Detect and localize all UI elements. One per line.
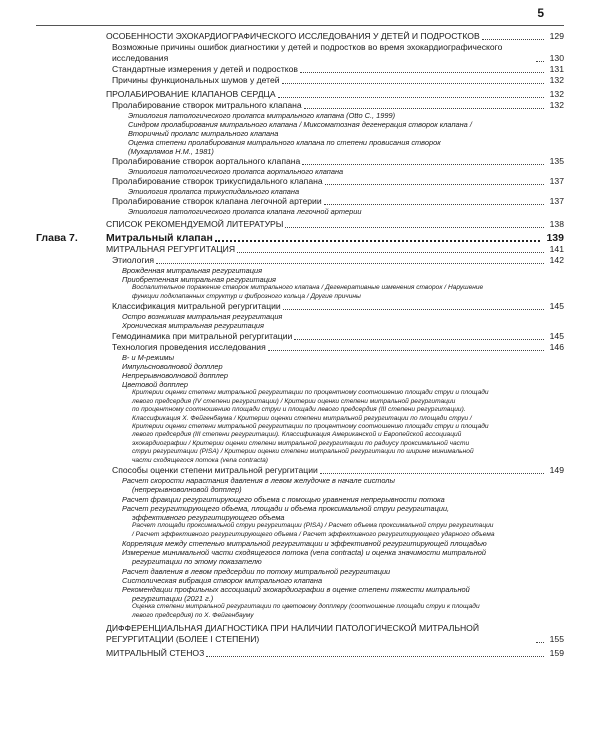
toc-page-number: 141 — [549, 244, 564, 254]
toc-subentry: Критерии оценки степени митральной регургитации по процентному соотношению площади струи и площади — [132, 389, 489, 397]
dot-leader — [283, 309, 544, 310]
toc-subentry: Расчет давления в левом предсердии по потоку митральной регургитации — [122, 566, 391, 576]
dot-leader — [215, 240, 540, 242]
toc-subentry: Врожденная митральная регургитация — [122, 266, 263, 275]
toc-entry[interactable] — [36, 89, 564, 100]
dot-leader — [285, 227, 544, 228]
toc-entry[interactable] — [36, 156, 564, 167]
toc-page-number: 149 — [549, 465, 564, 476]
toc-page-number: 137 — [549, 196, 564, 206]
toc-subentry: Расчет площади проксимальной струи регургитации (PISA) / Расчет объема проксимальной струи регургитации — [132, 522, 494, 530]
dot-leader — [536, 642, 544, 643]
toc-entry[interactable] — [36, 196, 564, 207]
toc-entry-title: ДИФФЕРЕНЦИАЛЬНАЯ ДИАГНОСТИКА ПРИ НАЛИЧИИ ПАТОЛОГИЧЕСКОЙ МИТРАЛЬНОЙ РЕГУРГИТАЦИИ (БОЛЕЕ I СТЕПЕНИ) — [106, 623, 480, 645]
toc-subentry: эхокардиографии / Критерии оценки степени митральной регургитации по радиусу проксимальной части — [132, 439, 470, 447]
toc-entry[interactable] — [36, 31, 564, 42]
dot-leader — [304, 108, 544, 109]
toc-subentry: функции подклапанных структур и фиброзного кольца / Другие причины — [132, 292, 361, 300]
toc-subentry: Воспалительное поражение створок митрального клапана / Дегенеративные изменения створок / Нарушение — [132, 284, 484, 292]
toc-entry[interactable] — [36, 100, 564, 111]
toc-entry[interactable] — [36, 648, 564, 659]
chapter-label: Глава 7. — [36, 232, 78, 244]
toc-subentry: Цветовой допплер — [122, 380, 188, 390]
toc-entry-title: Стандартные измерения у детей и подростков — [112, 64, 298, 74]
toc-page-number: 132 — [549, 89, 564, 99]
toc-page-number: 145 — [549, 301, 564, 312]
toc-entry-title: Митральный клапан — [106, 232, 213, 244]
toc-subentry: Оценка степени пролабирования митрального клапана по степени провисания створок — [128, 138, 441, 147]
toc-page-number: 132 — [549, 100, 564, 110]
toc-subentry: Систолическая вибрация створок митрального клапана — [122, 575, 323, 585]
toc-subentry: струи регургитации (PISA) / Критерии оценки степени митральной регургитации по ширине минимальной — [132, 448, 474, 456]
toc-entry-title: СПИСОК РЕКОМЕНДУЕМОЙ ЛИТЕРАТУРЫ — [106, 219, 284, 229]
dot-leader — [278, 97, 544, 98]
toc-page-number: 142 — [549, 255, 564, 265]
toc-subentry: Измерение минимальной части сходящегося потока (vena contracta) и оценка значимости митральной — [122, 548, 487, 558]
dot-leader — [206, 656, 544, 657]
dot-leader — [324, 204, 544, 205]
toc-entry-title: Гемодинамика при митральной регургитации — [112, 330, 293, 341]
toc-page-number: 138 — [549, 219, 564, 229]
toc-subentry: левого предсердия (IV степени регургитации) / Критерии оценки степени митральной регургитации — [132, 397, 456, 405]
toc-subentry: Оценка степени митральной регургитации по цветовому допплеру (соотношение площади струи к площади — [132, 603, 480, 611]
dot-leader — [536, 61, 544, 62]
top-rule — [36, 25, 564, 26]
toc-entry-title: ПРОЛАБИРОВАНИЕ КЛАПАНОВ СЕРДЦА — [106, 89, 276, 99]
toc-entry[interactable] — [36, 244, 564, 255]
page-number: 5 — [537, 6, 544, 20]
toc-page-number: 145 — [549, 330, 564, 341]
toc-entry-title: Возможные причины ошибок диагностики у детей и подростков во время эхокардиографического исследования — [112, 42, 503, 63]
toc-subentry: левого предсердия (III степени регургитации). Классификация Американской и Европейской ассоциаций — [132, 431, 462, 439]
dot-leader — [482, 39, 544, 40]
toc-page-number: 129 — [549, 31, 564, 41]
toc-subentry: Классификация Х. Фейгенбаума / Критерии оценки степени митральной регургитации по площади струи / — [132, 414, 472, 422]
toc-subentry: регургитации по этому показателю — [132, 557, 262, 567]
toc-subentry: Импульсноволновой допплер — [122, 361, 223, 371]
toc-subentry: Расчет фракции регургитирующего объема с помощью уравнения непрерывности потока — [122, 494, 445, 504]
toc-subentry: левого предсердия) по Х. Фейгенбауму — [132, 611, 254, 619]
dot-leader — [156, 263, 544, 264]
toc-entry[interactable] — [36, 342, 564, 353]
dot-leader — [282, 83, 544, 84]
toc-subentry: Рекомендации профильных ассоциаций эхокардиографии в оценке степени тяжести митральной — [122, 584, 470, 594]
toc-page-number: 135 — [549, 156, 564, 166]
toc-subentry: (Мухарлямов Н.М., 1981) — [128, 147, 214, 156]
toc-entry-title: Пролабирование створок трикуспидального клапана — [112, 176, 323, 186]
dot-leader — [320, 473, 544, 474]
toc-subentry: Этиология пролапса трикуспидального клапана — [128, 187, 300, 196]
toc-subentry: Корреляция между степенью митральной регургитации и эффективной регургитирующей площадью — [122, 538, 487, 548]
toc-entry-title: Способы оценки степени митральной регургитации — [112, 465, 318, 476]
toc-entry[interactable] — [36, 75, 564, 86]
toc-subentry: Этиология патологического пролапса митрального клапана (Otto C., 1999) — [128, 111, 396, 120]
toc-entry[interactable] — [36, 465, 564, 476]
toc-entry[interactable] — [36, 301, 564, 312]
dot-leader — [268, 350, 544, 351]
toc-entry-title: Этиология — [112, 255, 154, 265]
toc-page-number: 130 — [549, 53, 564, 63]
toc-subentry: части сходящегося потока (vena contracta) — [132, 456, 268, 464]
dot-leader — [294, 339, 544, 340]
dot-leader — [302, 164, 544, 165]
toc-subentry: Расчет регургитирующего объема, площади и объема проксимальной струи регургитации, — [122, 503, 450, 513]
toc-entry-title: Пролабирование створок митрального клапана — [112, 100, 302, 110]
toc-entry[interactable] — [36, 42, 564, 64]
toc-entry-title: МИТРАЛЬНЫЙ СТЕНОЗ — [106, 648, 205, 659]
toc-entry[interactable] — [36, 623, 564, 645]
toc-entry-title: Технология проведения исследования — [112, 341, 266, 352]
toc-subentry: Критерии оценки степени митральной регургитации по процентному соотношению площади струи и площади — [132, 423, 489, 431]
toc-subentry: Этиология патологического пролапса клапана легочной артерии — [128, 207, 362, 216]
toc-subentry: регургитации (2021 г.) — [132, 594, 214, 604]
toc-entry[interactable] — [36, 255, 564, 266]
toc-entry-title: Пролабирование створок клапана легочной артерии — [112, 196, 322, 206]
toc-subentry: эффективного регургитирующего объема — [132, 512, 285, 522]
dot-leader — [237, 252, 544, 253]
toc-entry-title: Пролабирование створок аортального клапана — [112, 156, 301, 166]
toc-entry-title: МИТРАЛЬНАЯ РЕГУРГИТАЦИЯ — [106, 244, 236, 254]
toc-page-number: 159 — [549, 648, 564, 659]
dot-leader — [300, 72, 544, 73]
toc-subentry: Вторичный пролапс митрального клапана — [128, 129, 279, 138]
toc-subentry: Синдром пролабирования митрального клапана / Миксоматозная дегенерация створок клапана / — [128, 120, 472, 129]
toc-entry[interactable] — [36, 64, 564, 75]
toc-page-number: 132 — [549, 75, 564, 85]
toc-subentry: по процентному соотношению площади струи и площади левого предсердия (III степени регургитации). — [132, 406, 466, 414]
toc-subentry: (непрерывноволновой допплер) — [132, 485, 242, 495]
toc-subentry: Приобретенная митральная регургитация — [122, 275, 277, 285]
toc-entry-title: Причины функциональных шумов у детей — [112, 75, 280, 85]
toc-page-number: 139 — [546, 232, 564, 244]
toc-subentry: Остро возникшая митральная регургитация — [122, 312, 283, 322]
toc-subentry: Непрерывноволновой допплер — [122, 371, 228, 381]
toc-page-number: 155 — [549, 634, 564, 645]
toc-subentry: Расчет скорости нарастания давления в левом желудочке в начале систолы — [122, 476, 395, 486]
dot-leader — [325, 184, 544, 185]
toc-subentry: / Расчет эффективного регургитирующего объема / Расчет эффективного регургитирующего ударного объема — [132, 530, 495, 538]
toc-entry[interactable] — [36, 219, 564, 230]
toc-entry-title: ОСОБЕННОСТИ ЭХОКАРДИОГРАФИЧЕСКОГО ИССЛЕДОВАНИЯ У ДЕТЕЙ И ПОДРОСТКОВ — [106, 31, 480, 41]
table-of-contents — [36, 31, 564, 659]
toc-page-number: 131 — [549, 64, 564, 74]
toc-entry-title: Классификация митральной регургитации — [112, 301, 281, 312]
toc-subentry: Хроническая митральная регургитация — [122, 321, 264, 331]
toc-entry[interactable] — [36, 331, 564, 342]
toc-page-number: 146 — [549, 341, 564, 352]
toc-subentry: Этиология патологического пролапса аортального клапана — [128, 167, 344, 176]
chapter-entry[interactable] — [36, 233, 564, 244]
toc-entry[interactable] — [36, 176, 564, 187]
toc-subentry: В- и М-режимы — [122, 352, 175, 362]
toc-page-number: 137 — [549, 176, 564, 186]
